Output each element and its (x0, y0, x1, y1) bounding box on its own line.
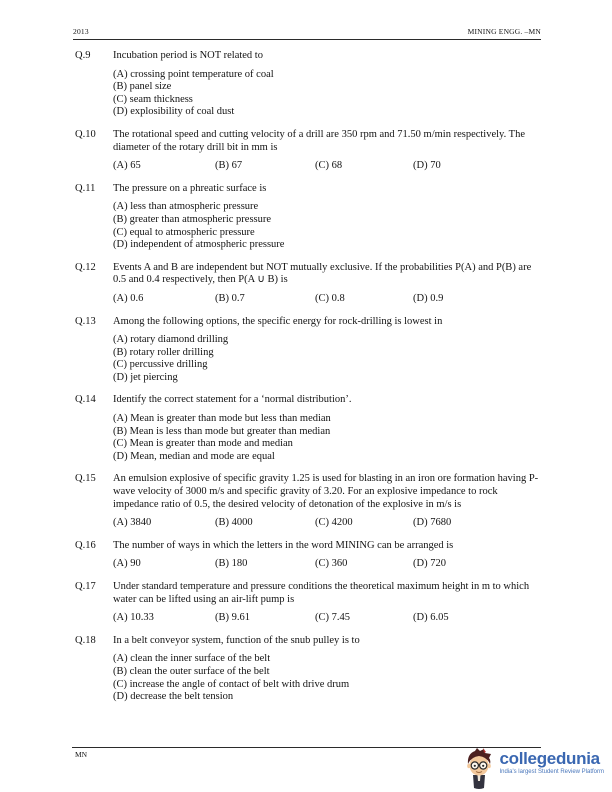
question-text: An emulsion explosive of specific gravity 1.25 is used for blasting in an iron ore formation having P-wave velocity of 3000 m/s and specific gravity of 3.20. For an explosive impedance to rock impedance ratio of 0.5, the desired velocity of detonation of the explosive in m/s is (113, 473, 539, 510)
option-b: (B) clean the outer surface of the belt (113, 665, 270, 677)
question-q13 (75, 316, 542, 385)
option-a: (A) clean the inner surface of the belt (113, 653, 271, 665)
option-d: (D) jet piercing (113, 371, 178, 383)
option-c: (C) 360 (315, 558, 348, 570)
option-c: (C) Mean is greater than mode and median (113, 438, 293, 450)
option-a: (A) Mean is greater than mode but less than median (113, 413, 331, 425)
options-group (113, 201, 542, 251)
options-group (113, 517, 542, 530)
question-body (113, 50, 542, 119)
footer-paper-code: MN (75, 750, 88, 759)
brand-name: collegedunia (499, 749, 600, 768)
question-body (113, 473, 542, 529)
option-a: (A) 10.33 (113, 612, 154, 624)
option-d: (D) decrease the belt tension (113, 691, 234, 703)
option-c: (C) equal to atmospheric pressure (113, 226, 255, 238)
options-group (113, 334, 542, 384)
options-group (113, 413, 542, 463)
question-text: The pressure on a phreatic surface is (113, 182, 267, 194)
option-d: (D) Mean, median and mode are equal (113, 450, 275, 462)
question-number: Q.10 (75, 128, 96, 140)
option-b: (B) rotary roller drilling (113, 346, 214, 358)
question-body (113, 183, 542, 252)
question-number: Q.12 (75, 261, 96, 273)
option-c: (C) increase the angle of contact of belt with drive drum (113, 678, 350, 690)
option-d: (D) 70 (413, 160, 441, 172)
options-group (113, 293, 542, 306)
option-a: (A) 0.6 (113, 292, 144, 304)
mascot-icon (463, 748, 495, 790)
option-a: (A) rotary diamond drilling (113, 334, 229, 346)
option-a: (A) less than atmospheric pressure (113, 201, 259, 213)
question-number: Q.13 (75, 315, 96, 327)
option-b: (B) 180 (215, 558, 248, 570)
question-body (113, 635, 542, 704)
question-number: Q.11 (75, 182, 96, 194)
option-c: (C) 7.45 (315, 612, 350, 624)
option-d: (D) 7680 (413, 517, 452, 529)
option-a: (A) 3840 (113, 517, 152, 529)
question-body (113, 129, 542, 173)
option-b: (B) 0.7 (215, 292, 245, 304)
option-d: (D) 720 (413, 558, 446, 570)
question-body (113, 540, 542, 571)
option-d: (D) explosibility of coal dust (113, 106, 235, 118)
question-q16 (75, 540, 542, 571)
question-text: The number of ways in which the letters in the word MINING can be arranged is (113, 539, 454, 551)
brand-tagline: India's largest Student Review Platform (499, 769, 604, 775)
option-a: (A) 65 (113, 160, 141, 172)
question-text: Identify the correct statement for a ‘normal distribution’. (113, 394, 352, 406)
option-d: (D) 6.05 (413, 612, 449, 624)
question-body (113, 581, 542, 625)
question-text: Incubation period is NOT related to (113, 50, 263, 61)
option-b: (B) Mean is less than mode but greater than median (113, 425, 331, 437)
question-text: Under standard temperature and pressure conditions the theoretical maximum height in m to which water can be lifted using an air-lift pump is (113, 581, 530, 605)
option-c: (C) 4200 (315, 517, 353, 529)
option-b: (B) 67 (215, 160, 243, 172)
option-b: (B) panel size (113, 81, 172, 93)
question-text: In a belt conveyor system, function of the snub pulley is to (113, 634, 360, 646)
option-d: (D) independent of atmospheric pressure (113, 239, 285, 251)
options-group (113, 558, 542, 571)
question-q15 (75, 473, 542, 529)
page-header (73, 27, 541, 40)
question-body (113, 394, 542, 463)
option-c: (C) seam thickness (113, 93, 193, 105)
collegedunia-logo (463, 748, 604, 790)
options-group (113, 612, 542, 625)
question-text: The rotational speed and cutting velocity of a drill are 350 rpm and 71.50 m/min respectively. The diameter of the rotary drill bit in mm is (113, 128, 526, 153)
question-number: Q.15 (75, 473, 96, 485)
question-q17 (75, 581, 542, 625)
questions-container (75, 50, 542, 714)
option-a: (A) 90 (113, 558, 141, 570)
question-number: Q.18 (75, 634, 96, 646)
option-a: (A) crossing point temperature of coal (113, 68, 274, 80)
question-q14 (75, 394, 542, 463)
question-body (113, 262, 542, 306)
option-d: (D) 0.9 (413, 292, 444, 304)
header-title: MINING ENGG. –MN (467, 27, 541, 36)
question-q9 (75, 50, 542, 119)
option-b: (B) 4000 (215, 517, 253, 529)
option-b: (B) 9.61 (215, 612, 250, 624)
option-c: (C) percussive drilling (113, 359, 208, 371)
options-group (113, 160, 542, 173)
option-c: (C) 0.8 (315, 292, 345, 304)
question-q10 (75, 129, 542, 173)
question-body (113, 316, 542, 385)
question-q11 (75, 183, 542, 252)
options-group (113, 69, 542, 119)
question-number: Q.17 (75, 581, 96, 592)
question-text: Events A and B are independent but NOT mutually exclusive. If the probabilities P(A) and P(B) are 0.5 and 0.4 respectively, then P(A ∪ B) is (113, 261, 532, 286)
question-number: Q.9 (75, 50, 91, 61)
logo-text (499, 748, 604, 776)
options-group (113, 653, 542, 703)
option-b: (B) greater than atmospheric pressure (113, 213, 272, 225)
question-number: Q.14 (75, 394, 96, 406)
question-number: Q.16 (75, 539, 96, 551)
question-q18 (75, 635, 542, 704)
question-text: Among the following options, the specific energy for rock-drilling is lowest in (113, 315, 443, 327)
option-c: (C) 68 (315, 160, 343, 172)
question-q12 (75, 262, 542, 306)
header-year: 2013 (73, 27, 89, 36)
